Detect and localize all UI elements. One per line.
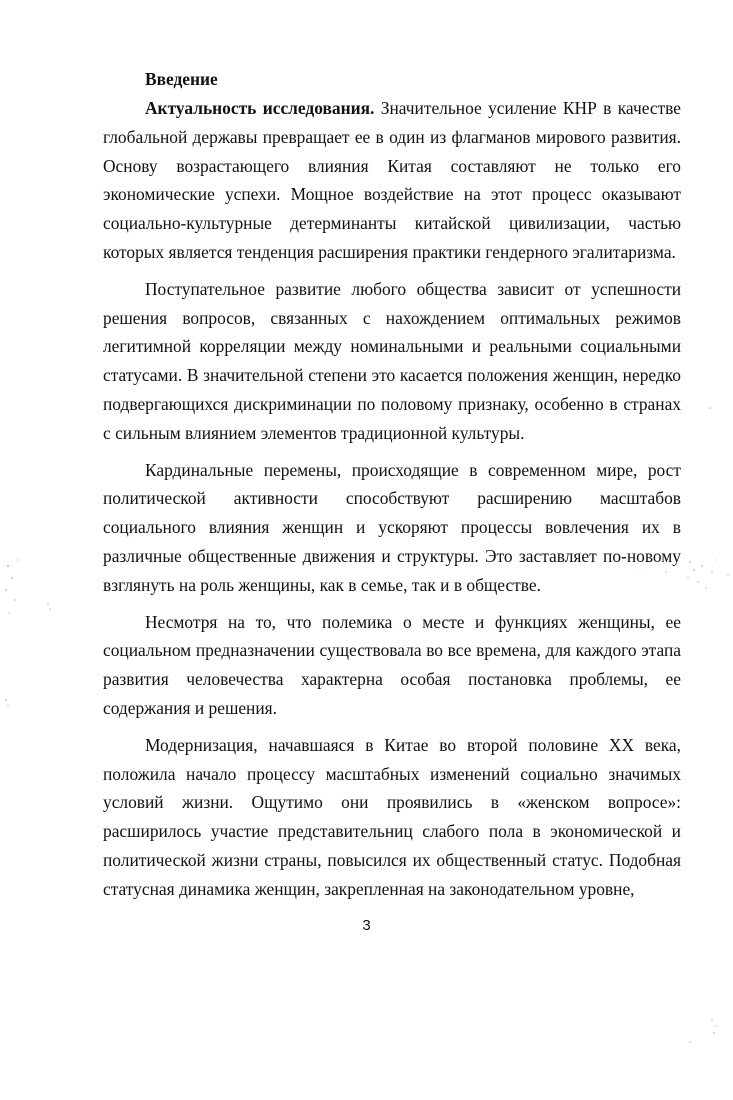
paragraph-lead: Актуальность исследования. bbox=[145, 98, 375, 118]
paragraph-text: Значительное усиление КНР в качестве глобальной державы превращает ее в один из флагманов мирового развития. Основу возрастающего влияния Китая составляют не только его экономические успехи. Мощное воздействие на этот процесс оказывают социально-культурные детерминанты китайской цивилизации, частью которых является тенденция расширения практики гендерного эгалитаризма. bbox=[103, 98, 681, 262]
paragraph-2: Поступательное развитие любого общества зависит от успешности решения вопросов, связанных с нахождением оптимальных режимов легитимной корреляции между номинальными и реальными социальными статусами. В значительной степени это касается положения женщин, нередко подвергающихся дискриминации по половому признаку, особенно в странах с сильным влиянием элементов традиционной культуры. bbox=[103, 278, 681, 443]
document-body bbox=[103, 65, 681, 904]
section-heading: Введение bbox=[145, 69, 218, 89]
paragraph-5: Модернизация, начавшаяся в Китае во второй половине XX века, положила начало процессу масштабных изменений социально значимых условий жизни. Ощутимо они проявились в «женском вопросе»: расширилось участие представительниц слабого пола в экономической и политической жизни страны, повысился их общественный статус. Подобная статусная динамика женщин, закрепленная на законодательном уровне, bbox=[103, 734, 681, 899]
paragraph-1 bbox=[103, 94, 681, 267]
paragraph-4: Несмотря на то, что полемика о месте и функциях женщины, ее социальном предназначении существовала во все времена, для каждого этапа развития человечества характерна особая постановка проблемы, ее содержания и решения. bbox=[103, 611, 681, 718]
paragraph-3: Кардинальные перемены, происходящие в современном мире, рост политической активности способствуют расширению масштабов социального влияния женщин и ускоряют процессы вовлечения их в различные общественные движения и структуры. Это заставляет по-новому взглянуть на роль женщины, как в семье, так и в обществе. bbox=[103, 459, 681, 595]
page-number: 3 bbox=[362, 917, 371, 934]
